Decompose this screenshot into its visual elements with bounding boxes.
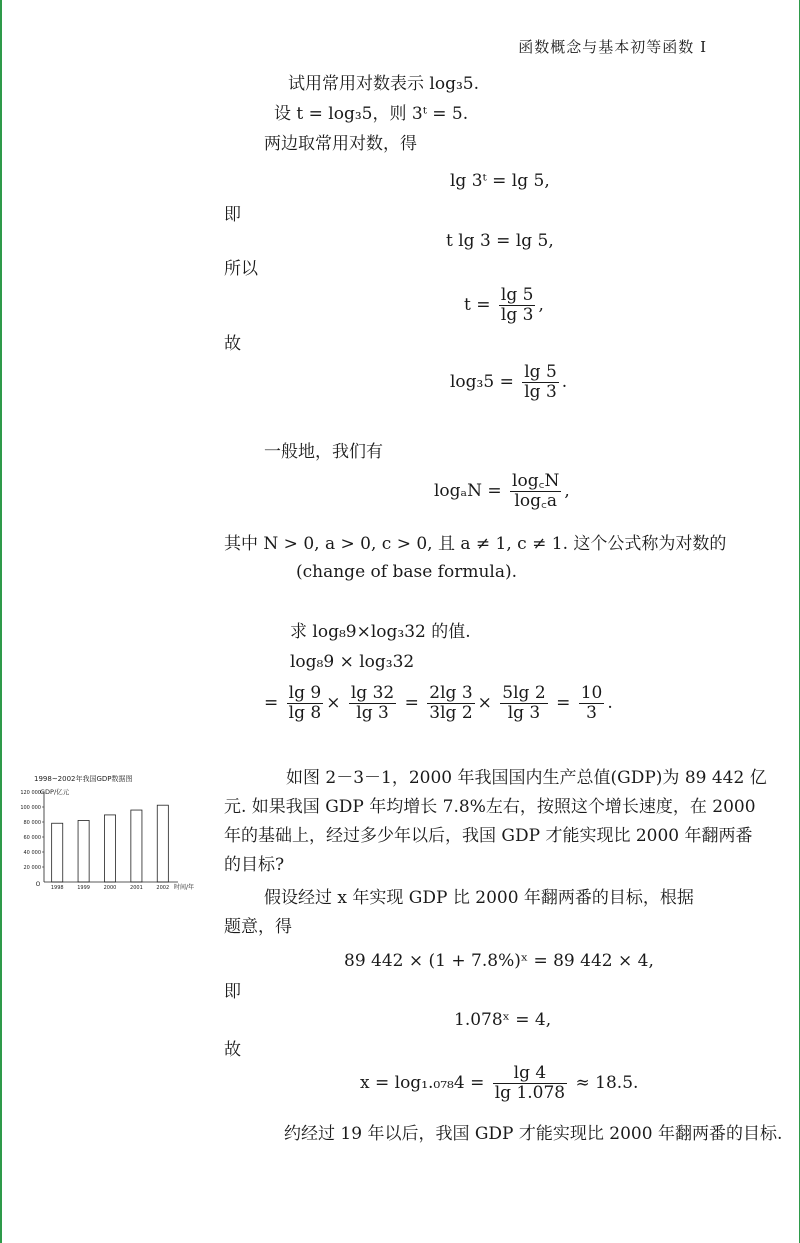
times: × xyxy=(477,693,492,713)
log35-lhs: log₃5 = xyxy=(450,372,514,392)
equals: = xyxy=(556,693,571,713)
period: . xyxy=(561,372,568,392)
denominator: log꜀a xyxy=(514,491,557,511)
y-tick-label: 80 000 xyxy=(23,820,41,826)
bar-1999 xyxy=(78,820,89,882)
frac-lg32-lg3 xyxy=(349,684,396,723)
example3-eq2: 1.078ˣ = 4, xyxy=(454,1010,552,1030)
approx-result: ≈ 18.5. xyxy=(575,1073,639,1093)
fraction-lg5-lg3 xyxy=(499,286,536,325)
frac-5lg2-lg3 xyxy=(500,684,547,723)
y-tick-label: 60 000 xyxy=(23,835,41,841)
chart-origin: O xyxy=(35,881,41,888)
frac-2lg3-3lg2 xyxy=(427,684,474,723)
period: . xyxy=(607,693,613,713)
example2-line1: log₈9 × log₃32 xyxy=(290,652,415,672)
example1-eq3 xyxy=(464,286,544,325)
equals: = xyxy=(404,693,419,713)
numerator: lg 5 xyxy=(524,362,557,382)
label-gu-1: 故 xyxy=(224,334,241,354)
denominator: lg 1.078 xyxy=(494,1083,566,1103)
example3-eq3 xyxy=(360,1064,638,1103)
x-tick-label: 2002 xyxy=(156,885,170,891)
denominator: lg 3 xyxy=(524,382,557,402)
frac-lg4-lg1078 xyxy=(493,1064,567,1103)
denominator: lg 3 xyxy=(507,703,541,723)
numerator: log꜀N xyxy=(512,471,560,491)
x-tick-label: 1999 xyxy=(77,885,90,891)
running-header: 函数概念与基本初等函数 I xyxy=(518,38,707,56)
chart-title: 1998~2002年我国GDP数据图 xyxy=(34,775,133,783)
example3-solution2: 题意，得 xyxy=(224,917,292,937)
x-tick-label: 1998 xyxy=(50,885,64,891)
example3-eq1: 89 442 × (1 + 7.8%)ˣ = 89 442 × 4, xyxy=(344,951,654,971)
example2-line2 xyxy=(264,684,613,723)
equals: = xyxy=(264,693,279,713)
denominator: 3 xyxy=(586,703,597,723)
numerator: lg 32 xyxy=(350,683,395,703)
general-intro: 一般地，我们有 xyxy=(264,442,383,462)
example3-line1: 如图 2－3－1，2000 年我国国内生产总值(GDP)为 89 442 亿 xyxy=(286,768,767,788)
bar-2002 xyxy=(157,805,168,882)
comma: , xyxy=(564,481,570,501)
y-tick-label: 40 000 xyxy=(23,850,41,856)
numerator: 2lg 3 xyxy=(429,683,473,703)
gdp-bar-chart xyxy=(18,770,198,900)
formula-conditions: 其中 N > 0, a > 0, c > 0, 且 a ≠ 1, c ≠ 1. 这个公式称为对数的 xyxy=(224,534,727,554)
numerator: 10 xyxy=(580,683,603,703)
example3-line4: 的目标? xyxy=(224,855,285,875)
example3-solution1: 假设经过 x 年实现 GDP 比 2000 年翻两番的目标，根据 xyxy=(264,888,694,908)
label-ji-1: 即 xyxy=(224,205,241,225)
example1-step1: 设 t = log₃5，则 3ᵗ = 5. xyxy=(274,104,469,124)
bar-2000 xyxy=(104,815,115,882)
label-ji-2: 即 xyxy=(224,982,241,1002)
denominator: lg 3 xyxy=(500,305,534,325)
y-tick-label: 20 000 xyxy=(23,865,41,871)
bar-1998 xyxy=(52,823,63,882)
denominator: 3lg 2 xyxy=(429,703,473,723)
x-lhs: x = log₁.₀₇₈4 = xyxy=(360,1073,485,1093)
numerator: lg 5 xyxy=(500,285,534,305)
formula-name: (change of base formula). xyxy=(296,562,517,582)
x-tick-label: 2000 xyxy=(103,885,117,891)
change-of-base-formula xyxy=(434,472,570,511)
denominator: lg 3 xyxy=(356,703,389,723)
chart-ylabel: GDP/亿元 xyxy=(40,788,70,796)
frac-lg9-lg8 xyxy=(287,684,324,723)
example1-eq2: t lg 3 = lg 5, xyxy=(446,231,554,251)
example1-eq1: lg 3ᵗ = lg 5, xyxy=(450,171,550,191)
formula-lhs: logₐN = xyxy=(434,481,502,501)
label-suoyi: 所以 xyxy=(224,259,258,279)
numerator: lg 9 xyxy=(288,683,322,703)
formula-fraction xyxy=(510,472,561,511)
x-tick-label: 2001 xyxy=(130,885,143,891)
example1-step2: 两边取常用对数，得 xyxy=(264,134,417,154)
example1-problem: 试用常用对数表示 log₃5. xyxy=(288,74,479,94)
denominator: lg 8 xyxy=(288,703,322,723)
example3-line2: 元. 如果我国 GDP 年均增长 7.8%左右，按照这个增长速度，在 2000 xyxy=(224,797,756,817)
example1-eq4 xyxy=(450,363,567,402)
example3-line3: 年的基础上，经过多少年以后，我国 GDP 才能实现比 2000 年翻两番 xyxy=(224,826,753,846)
comma: , xyxy=(538,295,544,315)
times: × xyxy=(326,693,341,713)
label-gu-2: 故 xyxy=(224,1040,241,1060)
numerator: lg 4 xyxy=(493,1064,567,1084)
example3-answer: 约经过 19 年以后，我国 GDP 才能实现比 2000 年翻两番的目标. xyxy=(284,1124,783,1144)
numerator: 5lg 2 xyxy=(502,683,546,703)
y-tick-label: 120 000 xyxy=(20,790,41,796)
y-tick-label: 100 000 xyxy=(20,805,41,811)
example2-problem: 求 log₈9×log₃32 的值. xyxy=(290,622,471,642)
t-lhs: t = xyxy=(464,295,491,315)
bar-2001 xyxy=(131,810,142,882)
chart-xlabel: 时间/年 xyxy=(173,884,195,891)
fraction-lg5-lg3-b xyxy=(522,363,559,402)
frac-10-3 xyxy=(579,684,605,723)
